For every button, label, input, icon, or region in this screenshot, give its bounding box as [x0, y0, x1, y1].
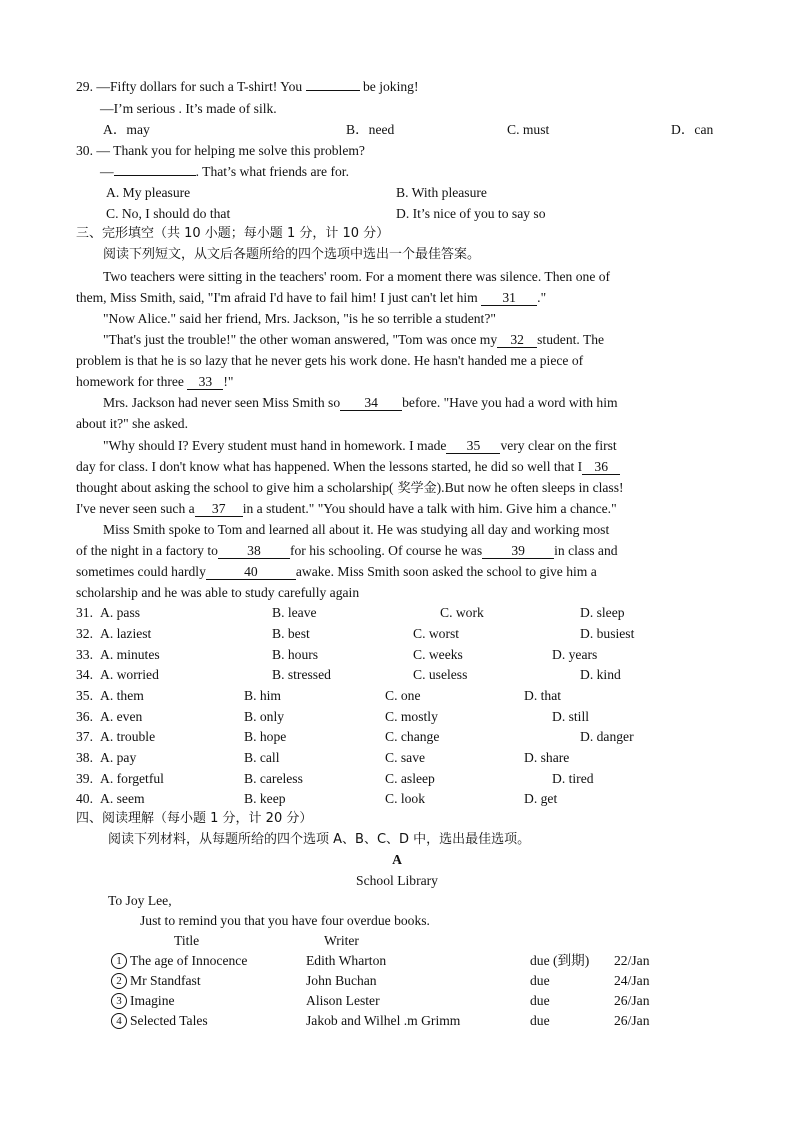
choice-number: 40. [76, 791, 93, 806]
passage-text: !" [223, 374, 234, 389]
choice-35-c[interactable]: C. one [385, 688, 421, 703]
choice-39-b[interactable]: B. careless [244, 771, 303, 786]
q30-stem [76, 142, 365, 160]
blank-34[interactable]: 34 [340, 396, 402, 411]
passage-line [76, 563, 597, 581]
choice-34-c[interactable]: C. useless [413, 667, 468, 682]
book-title [111, 952, 247, 970]
section3-instruction: 阅读下列短文，从文后各题所给的四个选项中选出一个最佳答案。 [103, 247, 481, 262]
notice-greeting: To Joy Lee, [108, 893, 172, 908]
book-due: due [530, 973, 550, 988]
blank-40[interactable]: 40 [206, 565, 296, 580]
choice-number: 31. [76, 605, 93, 620]
choice-34-a[interactable]: A. worried [100, 667, 159, 682]
choice-37-c[interactable]: C. change [385, 729, 440, 744]
passage-text: student. The [537, 332, 605, 347]
choice-35-b[interactable]: B. him [244, 688, 282, 703]
choice-number: 33. [76, 647, 93, 662]
blank-36[interactable]: 36 [582, 460, 620, 475]
choice-38-c[interactable]: C. save [385, 750, 426, 765]
passage-text: homework for three [76, 374, 188, 389]
book-title-text: Selected Tales [130, 1013, 208, 1028]
book-due-date: 22/Jan [614, 953, 650, 968]
q29-blank[interactable] [306, 90, 360, 91]
choice-34-d[interactable]: D. kind [580, 667, 621, 682]
passage-text: ).But now he often sleeps in class! [436, 480, 624, 495]
passage-line: problem is that he is so lazy that he never gets his work done. He hasn't handed me a piece of [76, 353, 584, 368]
blank-37[interactable]: 37 [195, 502, 243, 517]
choice-39-d[interactable]: D. tired [552, 771, 594, 786]
choice-37-d[interactable]: D. danger [580, 729, 634, 744]
choice-33-a[interactable]: A. minutes [100, 647, 160, 662]
passage-text: very clear on the first [500, 438, 617, 453]
passage-line [103, 331, 604, 349]
book-due: due (到期) [530, 953, 590, 968]
choice-number: 35. [76, 688, 93, 703]
choice-36-b[interactable]: B. only [244, 709, 285, 724]
q29-option-a[interactable]: A．may [103, 122, 150, 137]
book-writer: Jakob and Wilhel .m Grimm [306, 1013, 461, 1028]
choice-34-b[interactable]: B. stressed [272, 667, 331, 682]
passage-line: about it?" she asked. [76, 416, 189, 431]
passage-line [76, 479, 624, 498]
book-due: due [530, 1013, 550, 1028]
passage-text: I've never seen such a [76, 501, 195, 516]
q29-option-d[interactable]: D．can [671, 122, 714, 137]
circled-number: 3 [111, 993, 127, 1009]
passage-text: them, Miss Smith, said, "I'm afraid I'd have to fail him! I just can't let him [76, 290, 482, 305]
notice-title: School Library [356, 873, 438, 888]
passage-text-zh: 奖学金 [393, 481, 437, 496]
choice-31-a[interactable]: A. pass [100, 605, 141, 620]
choice-number: 38. [76, 750, 93, 765]
q29-option-c[interactable]: C. must [507, 122, 550, 137]
choice-39-c[interactable]: C. asleep [385, 771, 435, 786]
passage-line [103, 437, 617, 455]
blank-38[interactable]: 38 [218, 544, 290, 559]
passage-text: "Why should I? Every student must hand in homework. I made [103, 438, 447, 453]
book-writer: Edith Wharton [306, 953, 387, 968]
choice-31-d[interactable]: D. sleep [580, 605, 625, 620]
book-due: due [530, 993, 550, 1008]
choice-40-b[interactable]: B. keep [244, 791, 286, 806]
passage-line [76, 458, 620, 476]
book-writer: Alison Lester [306, 993, 380, 1008]
q30-blank[interactable] [114, 175, 196, 176]
passage-text: before. "Have you had a word with him [402, 395, 618, 410]
blank-31[interactable]: 31 [481, 291, 537, 306]
section4-instruction: 阅读下列材料，从每题所给的四个选项 A、B、C、D 中，选出最佳选项。 [108, 832, 531, 847]
passage-label: A [392, 852, 402, 867]
choice-40-d[interactable]: D. get [524, 791, 558, 806]
blank-32[interactable]: 32 [497, 333, 537, 348]
choice-40-c[interactable]: C. look [385, 791, 426, 806]
choice-38-b[interactable]: B. call [244, 750, 280, 765]
choice-32-b[interactable]: B. best [272, 626, 310, 641]
circled-number: 2 [111, 973, 127, 989]
choice-36-d[interactable]: D. still [552, 709, 590, 724]
passage-line: Two teachers were sitting in the teachers' room. For a moment there was silence. Then one of [103, 269, 611, 284]
book-title [111, 992, 175, 1010]
q30-option-d[interactable]: D. It’s nice of you to say so [396, 206, 546, 221]
choice-35-a[interactable]: A. them [100, 688, 144, 703]
book-due-date: 24/Jan [614, 973, 650, 988]
passage-line [76, 500, 617, 518]
choice-32-c[interactable]: C. worst [413, 626, 460, 641]
q30-reply [100, 163, 349, 181]
passage-text: ." [537, 290, 547, 305]
choice-38-a[interactable]: A. pay [100, 750, 137, 765]
q29-text-a: —Fifty dollars for such a T-shirt! You [96, 79, 306, 94]
blank-33[interactable]: 33 [187, 375, 223, 390]
choice-number: 37. [76, 729, 93, 744]
column-title: Title [174, 933, 200, 948]
choice-33-b[interactable]: B. hours [272, 647, 319, 662]
book-due-date: 26/Jan [614, 1013, 650, 1028]
passage-line [76, 289, 546, 307]
choice-38-d[interactable]: D. share [524, 750, 570, 765]
passage-line: Miss Smith spoke to Tom and learned all about it. He was studying all day and working most [103, 522, 610, 537]
q29-text-b: be joking! [359, 79, 419, 94]
notice-body: Just to remind you that you have four overdue books. [140, 913, 430, 928]
passage-text: in a student." "You should have a talk with him. Give him a chance." [242, 501, 617, 516]
choice-number: 36. [76, 709, 93, 724]
choice-33-d[interactable]: D. years [552, 647, 598, 662]
passage-text: "That's just the trouble!" the other woman answered, "Tom was once my [103, 332, 498, 347]
book-title-text: Imagine [130, 993, 175, 1008]
choice-39-a[interactable]: A. forgetful [100, 771, 164, 786]
q29-reply: —I’m serious . It’s made of silk. [100, 101, 277, 116]
choice-number: 34. [76, 667, 93, 682]
passage-text: in class and [554, 543, 618, 558]
choice-37-a[interactable]: A. trouble [100, 729, 156, 744]
passage-text: sometimes could hardly [76, 564, 206, 579]
passage-line [103, 394, 618, 412]
book-title-text: The age of Innocence [130, 953, 248, 968]
q29-number: 29. [76, 79, 93, 94]
choice-32-a[interactable]: A. laziest [100, 626, 152, 641]
passage-line: "Now Alice." said her friend, Mrs. Jackson, "is he so terrible a student?" [103, 311, 496, 326]
book-writer: John Buchan [306, 973, 377, 988]
section4-heading: 四、阅读理解（每小题 1 分，计 20 分） [76, 811, 313, 826]
choice-number: 32. [76, 626, 93, 641]
passage-text: Mrs. Jackson had never seen Miss Smith so [103, 395, 341, 410]
choice-number: 39. [76, 771, 93, 786]
choice-31-c[interactable]: C. work [440, 605, 484, 620]
circled-number: 1 [111, 953, 127, 969]
q30-number: 30. [76, 143, 93, 158]
book-due-date: 26/Jan [614, 993, 650, 1008]
section3-heading: 三、完形填空（共 10 小题；每小题 1 分，计 10 分） [76, 226, 390, 241]
q29-stem [76, 78, 419, 96]
q30-text: — Thank you for helping me solve this problem? [96, 143, 365, 158]
column-writer: Writer [324, 933, 359, 948]
passage-text: day for class. I don't know what has happened. When the lessons started, he did so well that I [76, 459, 583, 474]
book-title [111, 972, 201, 990]
q30-option-a[interactable]: A. My pleasure [106, 185, 191, 200]
passage-text: thought about asking the school to give him a scholarship( [76, 480, 394, 495]
choice-36-c[interactable]: C. mostly [385, 709, 438, 724]
passage-text: awake. Miss Smith soon asked the school to give him a [295, 564, 597, 579]
choice-33-c[interactable]: C. weeks [413, 647, 463, 662]
book-title-text: Mr Standfast [130, 973, 201, 988]
blank-35[interactable]: 35 [446, 439, 500, 454]
passage-text: of the night in a factory to [76, 543, 218, 558]
choice-31-b[interactable]: B. leave [272, 605, 317, 620]
q30-option-b[interactable]: B. With pleasure [396, 185, 487, 200]
choice-36-a[interactable]: A. even [100, 709, 143, 724]
q30-dash: — [100, 164, 114, 179]
passage-line [76, 542, 618, 560]
passage-line: scholarship and he was able to study carefully again [76, 585, 360, 600]
passage-line [76, 373, 233, 391]
blank-39[interactable]: 39 [482, 544, 554, 559]
choice-40-a[interactable]: A. seem [100, 791, 145, 806]
q30-reply-text: . That’s what friends are for. [195, 164, 349, 179]
passage-text: for his schooling. Of course he was [289, 543, 483, 558]
q30-option-c[interactable]: C. No, I should do that [106, 206, 231, 221]
circled-number: 4 [111, 1013, 127, 1029]
choice-37-b[interactable]: B. hope [244, 729, 287, 744]
choice-32-d[interactable]: D. busiest [580, 626, 635, 641]
q29-option-b[interactable]: B．need [346, 122, 395, 137]
choice-35-d[interactable]: D. that [524, 688, 561, 703]
book-title [111, 1012, 208, 1030]
